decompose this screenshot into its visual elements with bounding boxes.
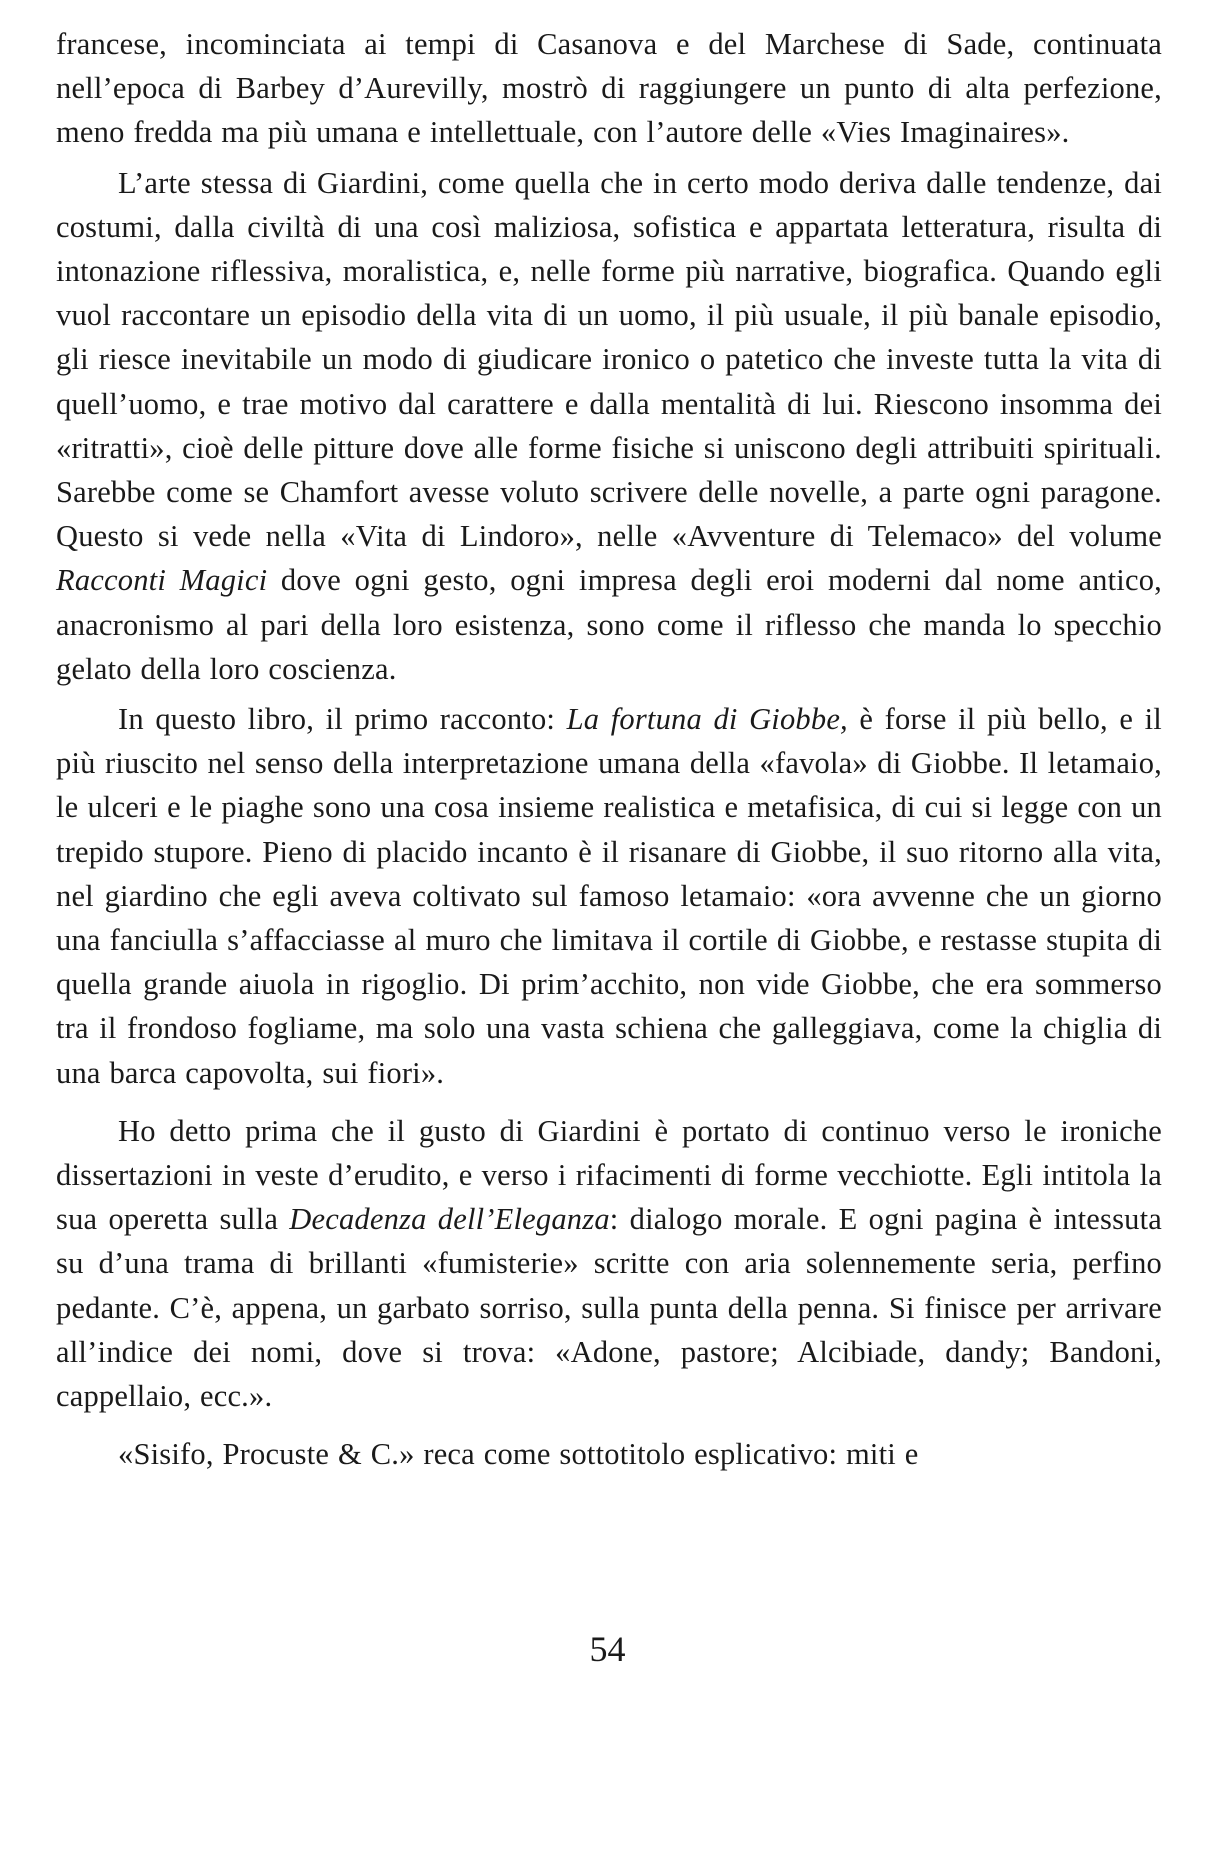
paragraph-3	[56, 697, 1162, 1095]
paragraph-3-text-a: In questo libro, il primo racconto:	[118, 702, 567, 737]
paragraph-4-text-b: : dialogo morale. E ogni pagina è intessuta su d’una trama di brillanti «fumisterie» scritte con aria solennemente seria, perfino pedante. C’è, appena, un garbato sorriso, sulla punta della penna. Si finisce per arrivare all’indice dei nomi, dove si trova: «Adone, pastore; Alcibiade, dandy; Bandoni, cappellaio, ecc.».	[56, 1202, 1163, 1414]
paragraph-2-text-a: L’arte stessa di Giardini, come quella che in certo modo deriva dalle tendenze, dai costumi, dalla civiltà di una così maliziosa, sofistica e appartata letteratura, risulta di intonazione riflessiva, moralistica, e, nelle forme più narrative, biografica. Quando egli vuol raccontare un episodio della vita di un uomo, il più usuale, il più banale episodio, gli riesce inevitabile un modo di giudicare ironico o patetico che investe tutta la vita di quell’uomo, e trae motivo dal carattere e dalla mentalità di lui. Riescono insomma dei «ritratti», cioè delle pitture dove alle forme fisiche si uniscono degli attribuiti spirituali. Sarebbe come se Chamfort avesse voluto scrivere delle novelle, a parte ogni paragone. Questo si vede nella «Vita di Lindoro», nelle «Avventure di Telemaco» del volume	[56, 165, 1162, 554]
paragraph-4-text-a: Ho detto prima che il gusto di Giardini è portato di continuo verso le ironiche dissertazioni in veste d’erudito, e verso i rifacimenti di forme vecchiotte. Egli intitola la sua operetta sulla	[56, 1113, 1162, 1237]
paragraph-4	[56, 1109, 1162, 1418]
book-title-racconti-magici: Racconti Magici	[56, 563, 268, 598]
story-title-fortuna-di-giobbe: La fortuna di Giobbe,	[566, 702, 848, 737]
page-body	[56, 22, 1162, 1477]
paragraph-2	[56, 161, 1162, 691]
paragraph-5-text: «Sisifo, Procuste & C.» reca come sottotitolo esplicativo: miti e	[118, 1437, 919, 1472]
paragraph-1-text: francese, incominciata ai tempi di Casanova e del Marchese di Sade, continuata nell’epoca di Barbey d’Aurevilly, mostrò di raggiungere un punto di alta perfezione, meno fredda ma più umana e intellettuale, con l’autore delle «Vies Imaginaires».	[56, 27, 1162, 150]
paragraph-1	[56, 22, 1162, 155]
paragraph-3-text-b: è forse il più bello, e il più riuscito nel senso della interpretazione umana della «favola» di Giobbe. Il letamaio, le ulceri e le piaghe sono una cosa insieme realistica e metafisica, di cui si legge con un trepido stupore. Pieno di placido incanto è il risanare di Giobbe, il suo ritorno alla vita, nel giardino che egli aveva coltivato sul famoso letamaio: «ora avvenne che un giorno una fanciulla s’affacciasse al muro che limitava il cortile di Giobbe, e restasse stupita di quella grande aiuola in rigoglio. Di prim’acchito, non vide Giobbe, che era sommerso tra il frondoso fogliame, ma solo una vasta schiena che galleggiava, come la chiglia di una barca capovolta, sui fiori».	[56, 702, 1162, 1090]
work-title-decadenza-eleganza: Decadenza dell’Eleganza	[289, 1202, 610, 1237]
paragraph-2-text-b: dove ogni gesto, ogni impresa degli eroi moderni dal nome antico, anacronismo al pari della loro esistenza, sono come il riflesso che manda lo specchio gelato della loro coscienza.	[56, 563, 1162, 686]
paragraph-5	[56, 1432, 1162, 1476]
page-number: 54	[589, 1629, 626, 1669]
